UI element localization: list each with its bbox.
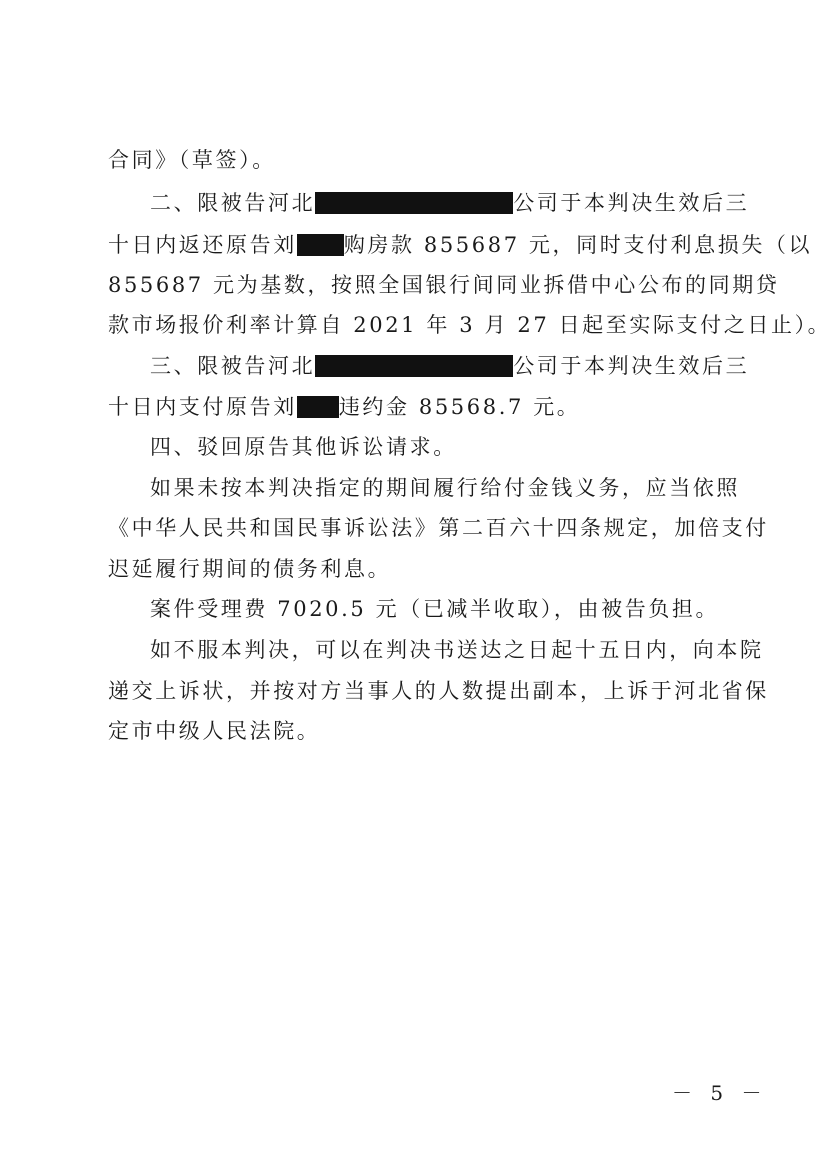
- text-line-10: 《中华人民共和国民事诉讼法》第二百六十四条规定，加倍支付: [108, 516, 769, 540]
- redaction-bar: [297, 234, 344, 256]
- redaction-bar: [315, 192, 513, 214]
- text-line-5: 款市场报价利率计算自 2021 年 3 月 27 日起至实际支付之日止）。: [108, 313, 831, 337]
- text-line-12: 案件受理费 7020.5 元（已减半收取），由被告负担。: [150, 597, 720, 621]
- text-line-6: 三、限被告河北 公司于本判决生效后三: [150, 354, 750, 378]
- text-line-7: 十日内支付原告刘 违约金 85568.7 元。: [108, 395, 581, 419]
- redaction-bar: [315, 355, 513, 377]
- text-line-14: 递交上诉状，并按对方当事人的人数提出副本，上诉于河北省保: [108, 679, 769, 703]
- text-line-11: 迟延履行期间的债务利息。: [108, 557, 392, 581]
- text-line-9: 如果未按本判决指定的期间履行给付金钱义务，应当依照: [150, 476, 740, 500]
- text-line-4: 855687 元为基数，按照全国银行间同业拆借中心公布的同期贷: [108, 273, 780, 297]
- page-number: － 5 －: [672, 1081, 768, 1105]
- text-line-8: 四、驳回原告其他诉讼请求。: [150, 435, 457, 459]
- text-line-15: 定市中级人民法院。: [108, 719, 321, 743]
- text-line-1: 合同》（草签）。: [108, 148, 276, 172]
- text-line-3: 十日内返还原告刘 购房款 855687 元，同时支付利息损失（以: [108, 233, 813, 257]
- text-line-13: 如不服本判决，可以在判决书送达之日起十五日内，向本院: [150, 638, 764, 662]
- redaction-bar: [297, 396, 339, 418]
- text-line-2: 二、限被告河北 公司于本判决生效后三: [150, 191, 750, 215]
